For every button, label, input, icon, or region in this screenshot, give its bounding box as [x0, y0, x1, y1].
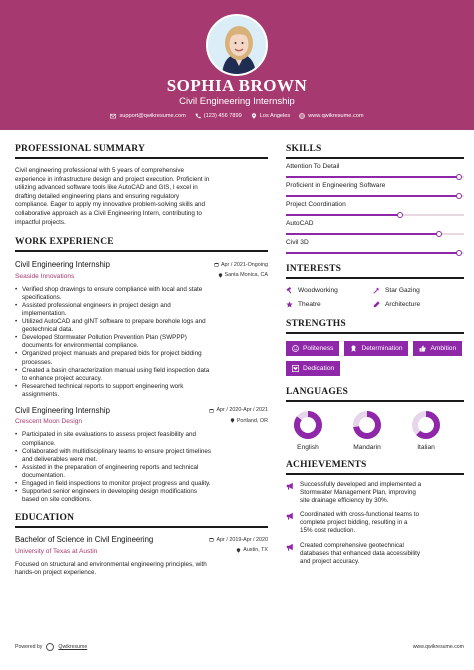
envelope-icon: [110, 113, 116, 119]
job-location: Portland, OR: [230, 418, 268, 424]
megaphone-icon: [286, 543, 294, 551]
skill-meter-fill: [286, 214, 400, 216]
hammer-icon: [286, 287, 293, 294]
list-item: • Assisted in the preparation of engineering reports and technical documentation.: [15, 464, 268, 480]
summary-line: Civil engineering professional with 5 years of comprehensive: [15, 167, 185, 174]
skill-meter-fill: [286, 233, 439, 235]
skill-meter-knob: [436, 231, 442, 237]
location-pin-icon: [236, 548, 241, 553]
globe-icon: [299, 113, 305, 119]
list-item: • Participated in site evaluations to assess project feasibility and compliance.: [15, 431, 268, 447]
list-item: • Engaged in field inspections to monitor project progress and quality.: [15, 480, 268, 488]
section-divider: [15, 250, 268, 252]
language-label: English: [297, 444, 319, 451]
strength-chip: Dedication: [286, 361, 340, 376]
skill-meter-fill: [286, 252, 459, 254]
skill-meter: [286, 176, 464, 178]
strengths-list: [286, 341, 464, 376]
section-title-summary: PROFESSIONAL SUMMARY: [15, 144, 146, 154]
skill-item: [286, 220, 464, 235]
section-title-achievements: ACHIEVEMENTS: [286, 460, 367, 470]
contact-email-text: support@qwikresume.com: [119, 113, 186, 119]
job-entry: [15, 260, 268, 399]
section-divider: [286, 400, 464, 402]
section-divider: [286, 332, 464, 334]
experience-section: [15, 237, 268, 504]
summary-section: [15, 144, 268, 227]
language-label: Italian: [417, 444, 435, 451]
list-item: • Verified shop drawings to ensure compliance with local and state specifications.: [15, 286, 268, 302]
megaphone-icon: [286, 482, 294, 490]
pen-icon: [373, 301, 380, 308]
skills-list: [286, 163, 464, 254]
language-donut: [293, 410, 323, 440]
location-pin-icon: [218, 273, 223, 278]
section-divider: [286, 473, 464, 475]
contact-website-text: www.qwikresume.com: [308, 113, 364, 119]
summary-line: collaborative approach as a Civil Engineering Intern, contributing to: [15, 209, 202, 217]
interest-item: Star Gazing: [373, 287, 460, 294]
strength-chip: Determination: [344, 341, 408, 356]
achievement-item: Coordinated with cross-functional teams to complete project bidding, resulting in a 15% cost reduction.: [286, 511, 464, 535]
contact-email[interactable]: [110, 113, 185, 119]
calendar-icon: [214, 262, 219, 267]
skill-meter: [286, 252, 464, 254]
summary-line: experience in infrastructure design and project execution. Proficient in: [15, 175, 210, 183]
company-name: Crescent Moon Design: [15, 418, 83, 426]
language-label: Mandarin: [353, 444, 381, 451]
summary-line: utilizing advanced software tools like AutoCAD and GIS, I excel in: [15, 184, 198, 192]
candidate-name: SOPHIA BROWN: [166, 76, 308, 95]
language-item: [349, 410, 385, 451]
powered-by-label: Powered by: [15, 644, 43, 650]
skill-meter-knob: [456, 174, 462, 180]
avatar: [206, 14, 268, 76]
section-title-skills: SKILLS: [286, 144, 322, 154]
skill-meter-fill: [286, 176, 459, 178]
qwikresume-logo-icon: [46, 643, 54, 651]
skill-label: Attention To Detail: [286, 163, 340, 170]
skill-meter-knob: [397, 212, 403, 218]
interests-list: [286, 287, 464, 308]
section-title-interests: INTERESTS: [286, 264, 342, 274]
contact-phone[interactable]: [195, 113, 242, 119]
skill-meter-knob: [456, 250, 462, 256]
skill-meter: [286, 233, 464, 235]
achievements-list: [286, 481, 464, 566]
skill-meter: [286, 214, 464, 216]
job-bullets: [15, 286, 268, 399]
skill-meter: [286, 195, 464, 197]
contact-bar: [0, 113, 474, 119]
star-icon: [286, 301, 293, 308]
contact-website[interactable]: [299, 113, 363, 119]
interest-item: Woodworking: [286, 287, 373, 294]
left-column: [15, 144, 268, 578]
skill-item: [286, 182, 464, 197]
school-name: University of Texas at Austin: [15, 547, 98, 555]
resume-header: [0, 0, 474, 130]
section-divider: [286, 157, 464, 159]
list-item: • Created a basin characterization manual using field inspection data to enhance project accuracy.: [15, 367, 268, 383]
contact-location-text: Los Angeles: [259, 113, 291, 119]
section-title-experience: WORK EXPERIENCE: [15, 237, 114, 248]
job-entry: [15, 406, 268, 504]
list-item: • Collaborated with multidisciplinary teams to ensure project timelines and deliverables were met.: [15, 448, 268, 464]
skill-label: Proficient in Engineering Software: [286, 182, 386, 189]
section-title-strengths: STRENGTHS: [286, 319, 346, 329]
education-location: Austin, TX: [236, 547, 268, 553]
calendar-icon: [209, 537, 214, 542]
list-item: • Researched technical reports to support engineering work assignments.: [15, 383, 268, 399]
section-divider: [15, 526, 268, 528]
job-title: Civil Engineering Internship: [15, 405, 110, 415]
list-item: • Supported senior engineers in developing design modifications based on site conditions.: [15, 488, 268, 504]
location-pin-icon: [230, 418, 235, 423]
list-item: • Assisted professional engineers in project design and implementation.: [15, 302, 268, 318]
language-donut: [411, 410, 441, 440]
language-item: [290, 410, 326, 451]
phone-icon: [195, 113, 201, 119]
calendar-icon: [209, 408, 214, 413]
summary-line: impactful projects.: [15, 218, 66, 226]
strengths-section: [286, 319, 464, 376]
list-item: • Utilized AutoCAD and gINT software to prepare borehole logs and geotechnical data.: [15, 318, 268, 334]
interest-item: Architecture: [373, 301, 460, 308]
job-dates: Apr / 2021-Ongoing: [214, 262, 268, 268]
skill-meter-fill: [286, 195, 459, 197]
achievements-section: [286, 460, 464, 566]
contact-location: [251, 113, 290, 119]
section-title-languages: LANGUAGES: [286, 387, 348, 397]
language-donut: [352, 410, 382, 440]
wand-icon: [373, 287, 380, 294]
skill-meter-knob: [456, 193, 462, 199]
skill-item: [286, 201, 464, 216]
strength-chip: Ambition: [413, 341, 462, 356]
summary-text: [15, 167, 268, 227]
summary-line: drafting detailed engineering plans and ensuring regulatory: [15, 192, 180, 200]
job-bullets: [15, 431, 268, 504]
education-text: Focused on structural and environmental engineering principles, with hands-on project experience.: [15, 560, 207, 577]
skill-item: [286, 239, 464, 254]
skill-label: AutoCAD: [286, 220, 314, 227]
job-location: Santa Monica, CA: [218, 272, 268, 278]
degree-title: Bachelor of Science in Civil Engineering: [15, 535, 154, 545]
brand-link[interactable]: Qwikresume: [58, 644, 88, 650]
summary-line: compliance. Eager to apply my innovative problem-solving skills and: [15, 201, 206, 209]
ribbon-icon: [350, 345, 357, 352]
skill-label: Civil 3D: [286, 239, 309, 246]
interest-item: Theatre: [286, 301, 373, 308]
skill-label: Project Coordination: [286, 201, 346, 208]
smile-icon: [292, 345, 299, 352]
candidate-role: Civil Engineering Internship: [179, 96, 295, 107]
location-pin-icon: [251, 113, 257, 119]
contact-phone-text: (123) 456 7899: [203, 113, 242, 119]
right-column: [286, 144, 464, 566]
interests-section: [286, 264, 464, 308]
languages-list: [290, 410, 444, 451]
list-item: • Organized project manuals and prepared bids for project bidding processes.: [15, 350, 268, 366]
megaphone-icon: [286, 512, 294, 520]
list-item: • Developed Stormwater Pollution Prevention Plan (SWPPP) documents for environmental compliance.: [15, 334, 268, 350]
company-name: Seaside Innovations: [15, 272, 75, 280]
footer-website-link[interactable]: www.qwikresume.com: [412, 644, 464, 650]
achievement-item: Created comprehensive geotechnical databases that enhanced data accessibility and project accuracy.: [286, 542, 464, 566]
job-dates: Apr / 2020-Apr / 2021: [209, 407, 268, 413]
job-title: Civil Engineering Internship: [15, 260, 110, 270]
strength-chip: Politeness: [286, 341, 339, 356]
skills-section: [286, 144, 464, 254]
heart-box-icon: [292, 365, 299, 372]
language-item: [408, 410, 444, 451]
section-divider: [15, 157, 268, 159]
achievement-item: Successfully developed and implemented a Stormwater Management Plan, improving site drainage efficiency by 30%.: [286, 481, 464, 505]
page-footer: [15, 643, 464, 651]
skill-item: [286, 163, 464, 178]
thumbs-up-icon: [419, 345, 426, 352]
languages-section: [286, 387, 464, 451]
section-divider: [286, 277, 464, 279]
section-title-education: EDUCATION: [15, 513, 75, 524]
education-section: [15, 513, 268, 578]
education-dates: Apr / 2019-Apr / 2020: [209, 537, 268, 543]
